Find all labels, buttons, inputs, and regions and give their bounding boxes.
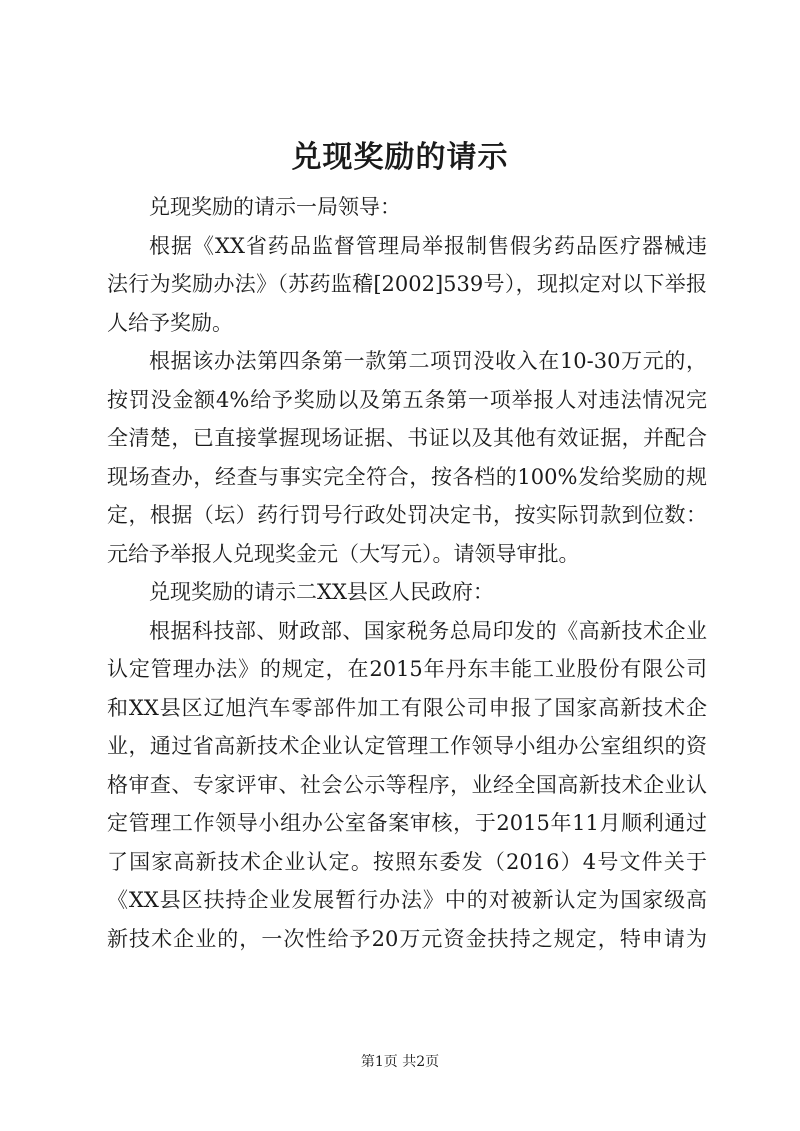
body-line: 根据《XX省药品监督管理局举报制售假劣药品医疗器械违 xyxy=(149,233,707,258)
body-line: 现场查办，经查与事实完全符合，按各档的100%发给奖励的规 xyxy=(107,464,707,489)
document-body xyxy=(107,188,707,958)
body-line: 业，通过省高新技术企业认定管理工作领导小组办公室组织的资 xyxy=(107,734,707,758)
body-line: 定，根据（坛）药行罚号行政处罚决定书，按实际罚款到位数： xyxy=(107,503,707,527)
body-line: 兑现奖励的请示一局领导： xyxy=(149,195,401,219)
document-title: 兑现奖励的请示 xyxy=(291,140,509,175)
body-line: 新技术企业的，一次性给予20万元资金扶持之规定，特申请为 xyxy=(107,926,707,951)
body-line: 全清楚，已直接掌握现场证据、书证以及其他有效证据，并配合 xyxy=(107,426,707,450)
body-line: 和XX县区辽旭汽车零部件加工有限公司申报了国家高新技术企 xyxy=(107,695,707,720)
body-line: 法行为奖励办法》（苏药监稽[2002]539号），现拟定对以下举报 xyxy=(107,272,707,296)
body-line: 根据科技部、财政部、国家税务总局印发的《高新技术企业 xyxy=(149,618,707,643)
body-line: 定管理工作领导小组办公室备案审核，于2015年11月顺利通过 xyxy=(107,811,707,835)
body-line: 认定管理办法》的规定，在2015年丹东丰能工业股份有限公司 xyxy=(107,657,707,681)
body-line: 兑现奖励的请示二XX县区人民政府： xyxy=(149,580,494,604)
body-line: 根据该办法第四条第一款第二项罚没收入在10-30万元的， xyxy=(149,349,707,373)
body-line: 元给予举报人兑现奖金元（大写元）。请领导审批。 xyxy=(107,541,580,566)
body-line: 格审查、专家评审、社会公示等程序，业经全国高新技术企业认 xyxy=(107,772,707,797)
body-line: 人给予奖励。 xyxy=(107,310,233,335)
body-line: 了国家高新技术企业认定。按照东委发（2016）4号文件关于 xyxy=(107,849,707,874)
page-footer: 第1页 共2页 xyxy=(360,1054,440,1070)
body-line: 《XX县区扶持企业发展暂行办法》中的对被新认定为国家级高 xyxy=(107,888,707,912)
body-line: 按罚没金额4%给予奖励以及第五条第一项举报人对违法情况完 xyxy=(107,387,707,412)
